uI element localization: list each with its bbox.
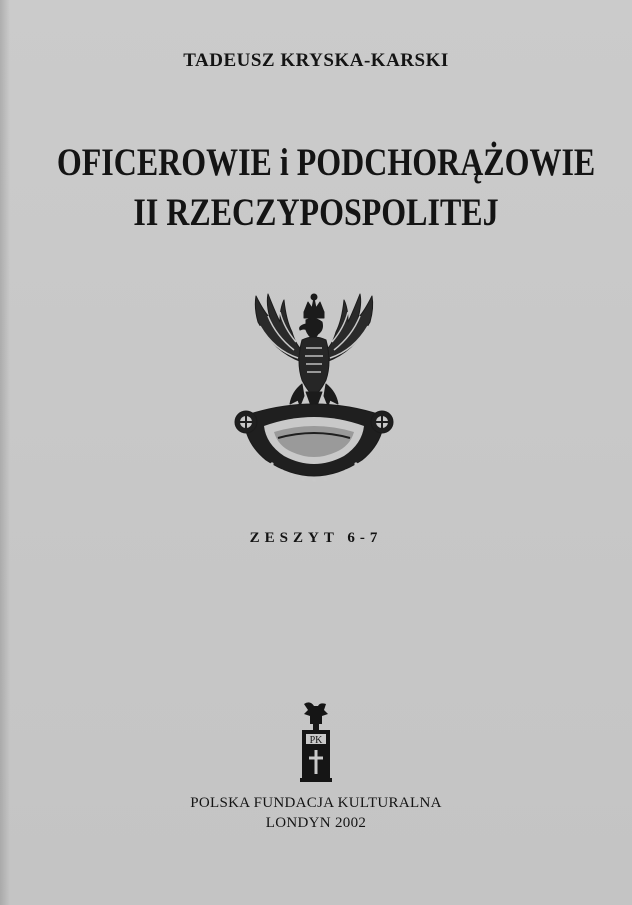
title-line-2: II RZECZYPOSPOLITEJ (133, 191, 499, 234)
publisher-logo-text: PK (309, 735, 323, 746)
volume-number: ZESZYT 6-7 (249, 530, 383, 546)
publisher-place-year: LONDYN 2002 (265, 815, 367, 831)
book-title (56, 138, 596, 238)
title-line-1: OFICEROWIE i PODCHORĄŻOWIE (56, 141, 596, 184)
publisher-block (0, 793, 632, 833)
polish-military-eagle-icon (234, 292, 394, 500)
publisher-name: POLSKA FUNDACJA KULTURALNA (190, 795, 442, 811)
spine-shadow (0, 0, 10, 905)
pfk-publisher-logo-icon (296, 700, 336, 782)
author-name: TADEUSZ KRYSKA-KARSKI (183, 50, 449, 71)
